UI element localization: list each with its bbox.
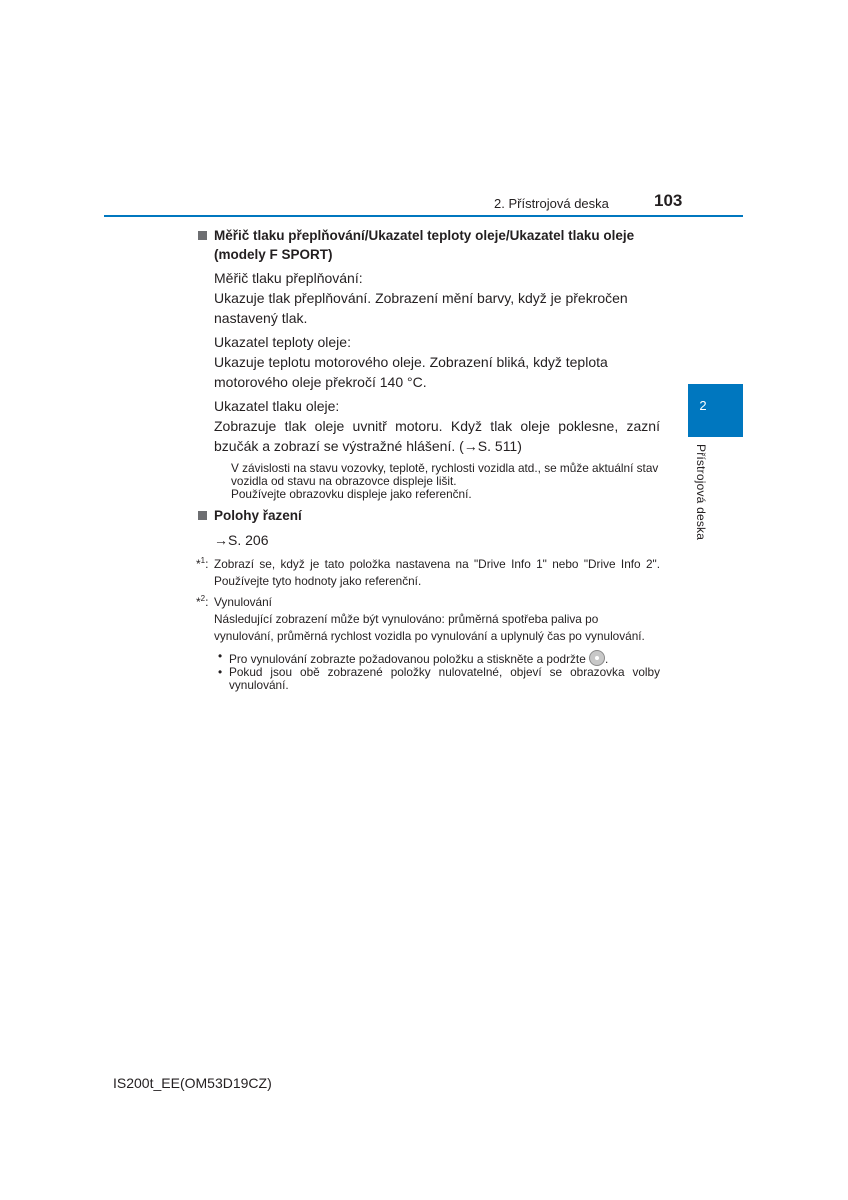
section-heading-line1: Měřič tlaku přeplňování/Ukazatel teploty oleje/Ukazatel tlaku oleje [214,228,635,243]
note-line-3: Používejte obrazovku displeje jako referenční. [231,487,472,501]
item-label-boost: Měřič tlaku přeplňování: [214,270,363,286]
bullet-dot-icon: • [218,665,223,679]
item-text-oil-pressure: Zobrazuje tlak oleje uvnitř motoru. Když tlak oleje poklesne, zazní bzučák a zobrazí se výstražné hlášení. (→S. 511) [214,418,660,454]
square-bullet-icon [198,511,207,520]
item-label-oil-temp: Ukazatel teploty oleje: [214,334,351,350]
bullet-1-after: . [605,652,609,666]
chapter-tab[interactable] [688,384,743,437]
chapter-tab-number: 2 [699,398,707,413]
section-heading-gear-text: Polohy řazení [214,508,302,523]
chapter-side-label: Přístrojová deska [694,444,708,541]
section-heading-gear [196,506,660,525]
footnote-2-mark: *$^2$: [196,594,209,609]
manual-code: IS200t_EE(OM53D19CZ) [113,1075,272,1091]
header-rule [104,215,743,217]
item-text-oil-temp: Ukazuje teplotu motorového oleje. Zobrazení bliká, když teplota motorového oleje překročí 140 °C. [214,354,608,390]
footnote-2 [196,594,660,645]
note-line-1: V závislosti na stavu vozovky, teplotě, rychlosti vozidla atd., se může aktuální stav [231,461,659,475]
section-heading-gauges [196,226,660,264]
item-text-boost: Ukazuje tlak přeplňování. Zobrazení mění barvy, když je překročen nastavený tlak. [214,290,628,326]
bullet-1-text: Pro vynulování zobrazte požadovanou položku a stiskněte a podržte [229,652,586,666]
footnote-2-text: Následující zobrazení může být vynulováno: průměrná spotřeba paliva po vynulování, průměrná rychlost vozidla po vynulování a uplynulý čas po vynulování. [214,612,645,643]
footnote-1-text: Zobrazí se, když je tato položka nastavena na "Drive Info 1" nebo "Drive Info 2". Používejte tyto hodnoty jako referenční. [214,557,660,588]
page-number: 103 [654,191,683,210]
bullet-2-text: Pokud jsou obě zobrazené položky nulovatelné, objeví se obrazovka volby vynulování. [229,665,660,692]
chapter-header-title: 2. Přístrojová deska [494,196,609,211]
footnote-1-mark: *$^1$: [196,556,209,571]
note-block [196,462,660,501]
footnote-2-bullet-2 [196,666,660,692]
reset-switch-icon [589,650,605,666]
page-content [196,226,660,692]
section-heading-line2: (modely F SPORT) [214,247,333,262]
square-bullet-icon [198,231,207,240]
note-line-2: vozidla od stavu na obrazovce displeje lišit. [231,474,457,488]
item-label-oil-pressure: Ukazatel tlaku oleje: [214,398,340,414]
footnote-2-bullet-1 [196,650,660,666]
footnote-1 [196,556,660,590]
gear-page-reference[interactable]: →S. 206 [214,532,269,548]
bullet-dot-icon: • [218,649,223,663]
footnote-2-title: Vynulování [214,595,272,609]
